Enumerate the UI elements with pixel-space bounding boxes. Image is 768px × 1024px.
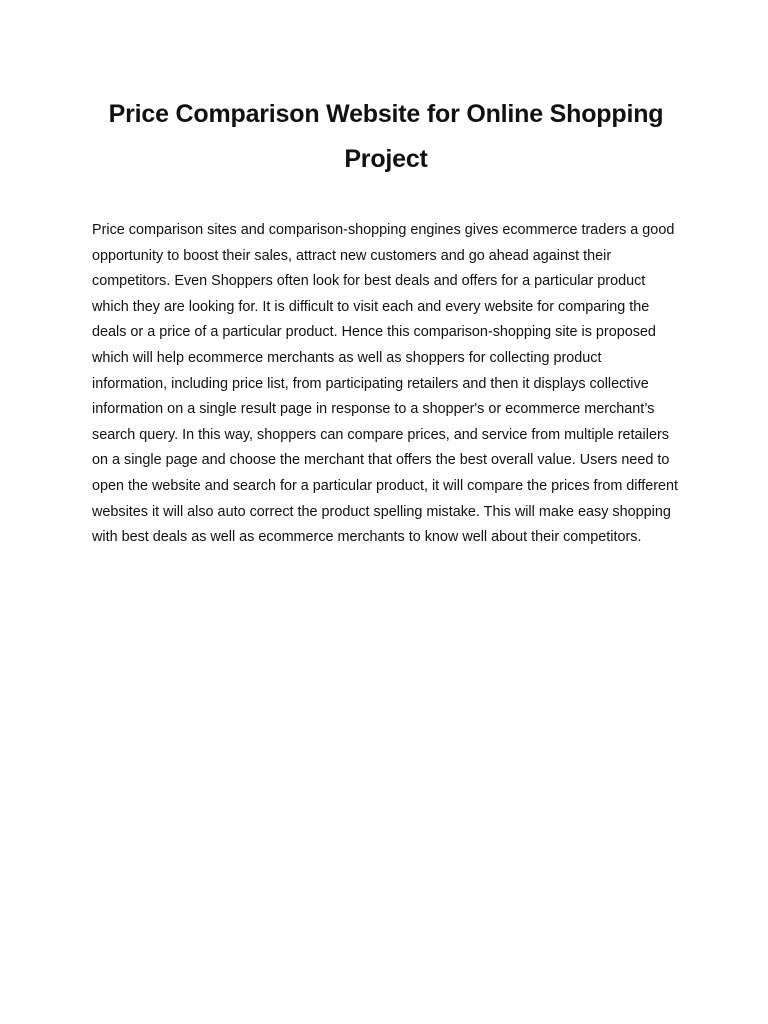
- document-title: Price Comparison Website for Online Shopping Project: [108, 100, 664, 173]
- document-paragraph: Price comparison sites and comparison-shopping engines gives ecommerce traders a good opportunity to boost their sales, attract new customers and go ahead against their competitors. Even Shoppers often look for best deals and offers for a particular product which they are looking for. It is difficult to visit each and every website for comparing the deals or a price of a particular product. Hence this comparison-shopping site is proposed which will help ecommerce merchants as well as shoppers for collecting product information, including price list, from participating retailers and then it displays collective information on a single result page in response to a shopper's or ecommerce merchant’s search query. In this way, shoppers can compare prices, and service from multiple retailers on a single page and choose the merchant that offers the best overall value. Users need to open the website and search for a particular product, it will compare the prices from different websites it will also auto correct the product spelling mistake. This will make easy shopping with best deals as well as ecommerce merchants to know well about their competitors.: [92, 222, 679, 546]
